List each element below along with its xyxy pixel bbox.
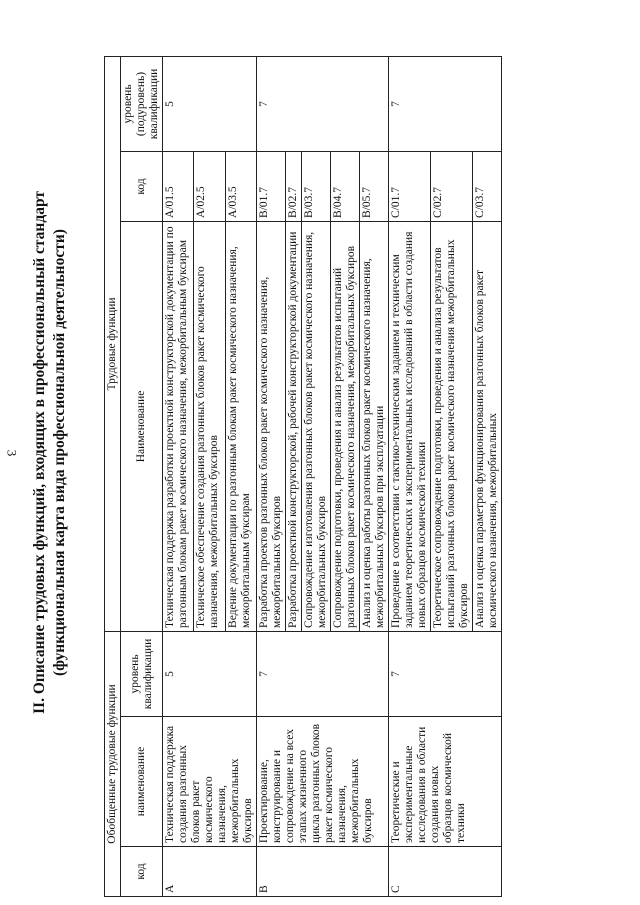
- function-name: Проведение в соответствии с тактико-техническим заданием и техническим заданием теоретических и экспериментальных исследований в области создания новых образцов космической техники: [389, 221, 431, 631]
- function-name: Сопровождение подготовки, проведения и анализ результатов испытаний разгонных блоков ракет космического назначения, межорбитальных буксиров: [331, 221, 360, 631]
- group-name: Теоретические и экспериментальные исследования в области создания новых образцов космической техники: [389, 717, 502, 847]
- function-name: Сопровождение изготовления разгонных блоков ракет космического назначения, межорбитальных буксиров: [302, 221, 331, 631]
- function-name: Разработка проектной конструкторской, рабочей конструкторской документации: [286, 221, 302, 631]
- generalized-header: Обобщенные трудовые функции: [105, 631, 121, 896]
- table-row: [389, 56, 431, 896]
- page-subtitle: (функциональная карта вида профессиональной деятельности): [51, 229, 68, 676]
- table-subheader-row: [121, 56, 163, 896]
- function-name-header: Наименование: [121, 221, 163, 631]
- table-row: [257, 56, 286, 896]
- function-name: Техническое обеспечение создания разгонных блоков ракет космического назначения, межорбитальных буксиров: [194, 221, 225, 631]
- functions-header: Трудовые функции: [105, 56, 121, 631]
- function-sublevel: 7: [389, 56, 502, 151]
- table-row: [163, 56, 194, 896]
- group-level: 7: [389, 631, 502, 716]
- function-name: Техническая поддержка разработки проектной конструкторской документации по разгонным блокам ракет космического назначения, межорбитальным буксирам: [163, 221, 194, 631]
- code-header: код: [121, 847, 163, 897]
- function-code-header: код: [121, 151, 163, 221]
- table-header-row: [105, 56, 121, 896]
- group-level: 5: [163, 631, 257, 716]
- page-number: 3: [4, 449, 20, 457]
- functions-table: [104, 56, 502, 897]
- function-name: Ведение документации по разгонным блокам ракет космического назначения, межорбитальным буксирам: [225, 221, 256, 631]
- function-code: B/01.7: [257, 151, 286, 221]
- function-code: A/01.5: [163, 151, 194, 221]
- group-name: Проектирование, конструирование и сопровождение на всех этапах жизненного цикла разгонных блоков ракет космического назначения, межорбитальных буксиров: [257, 717, 389, 847]
- title-block: [30, 0, 70, 905]
- function-name: Теоретическое сопровождение подготовки, проведения и анализа результатов испытаний разгонных блоков ракет космического назначения межорбитальных буксиров: [431, 221, 473, 631]
- function-code: C/01.7: [389, 151, 431, 221]
- function-code: B/05.7: [360, 151, 389, 221]
- page-title: II. Описание трудовых функций, входящих в профессиональный стандарт: [31, 191, 48, 714]
- group-code: A: [163, 847, 257, 897]
- function-sublevel: 7: [257, 56, 389, 151]
- function-name: Разработка проектов разгонных блоков ракет космического назначения, межорбитальных буксиров: [257, 221, 286, 631]
- sublevel-header: уровень (подуровень) квалификации: [121, 56, 163, 151]
- group-code: C: [389, 847, 502, 897]
- function-code: C/03.7: [473, 151, 502, 221]
- function-code: A/02.5: [194, 151, 225, 221]
- function-name: Анализ и оценка работы разгонных блоков ракет космического назначения, межорбитальных буксиров при эксплуатации: [360, 221, 389, 631]
- group-code: B: [257, 847, 389, 897]
- function-code: B/03.7: [302, 151, 331, 221]
- group-level: 7: [257, 631, 389, 716]
- group-name: Техническая поддержка создания разгонных блоков ракет космического назначения, межорбитальных буксиров: [163, 717, 257, 847]
- function-code: A/03.5: [225, 151, 256, 221]
- function-code: B/02.7: [286, 151, 302, 221]
- function-name: Анализ и оценка параметров функционирования разгонных блоков ракет космического назначения, межорбитальных: [473, 221, 502, 631]
- function-code: B/04.7: [331, 151, 360, 221]
- function-sublevel: 5: [163, 56, 257, 151]
- name-header: наименование: [121, 717, 163, 847]
- function-code: C/02.7: [431, 151, 473, 221]
- level-header: уровень квалификации: [121, 631, 163, 716]
